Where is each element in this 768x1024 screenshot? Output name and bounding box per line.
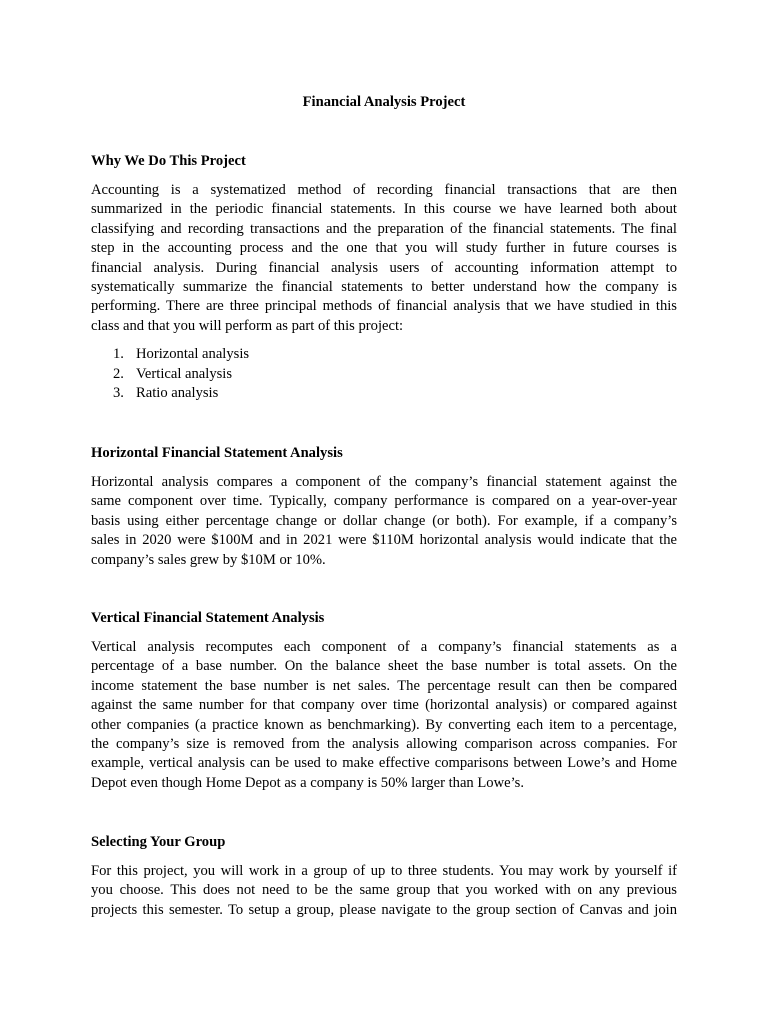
paragraph-line: classifying and recording transactions and the preparation of the financial statements. The final (91, 220, 677, 237)
paragraph-horizontal (91, 473, 677, 570)
paragraph-vertical (91, 638, 677, 793)
paragraph-why (91, 181, 677, 336)
paragraph-line: sales in 2020 were $100M and in 2021 were $110M horizontal analysis would indicate that the (91, 532, 677, 549)
paragraph-line: performing. There are three principal methods of financial analysis that we have studied in this (91, 298, 677, 315)
paragraph-line: example, vertical analysis can be used to make effective comparisons between Lowe’s and Home (91, 755, 677, 772)
paragraph-line: against the same number for that company over time (horizontal analysis) or compared against (91, 697, 677, 714)
list-item (91, 365, 249, 385)
section-heading-vertical: Vertical Financial Statement Analysis (91, 610, 325, 626)
paragraph-line: For this project, you will work in a group of up to three students. You may work by yourself if (91, 863, 677, 879)
paragraph-line: projects this semester. To setup a group, please navigate to the group section of Canvas and join (91, 901, 677, 918)
paragraph-line: financial analysis. During financial analysis users of accounting information attempt to (91, 259, 677, 276)
paragraph-line: Horizontal analysis compares a component of the company’s financial statement against the (91, 474, 677, 490)
paragraph-line: same component over time. Typically, company performance is compared on a year-over-year (91, 493, 677, 510)
paragraph-line: step in the accounting process and the one that you will study further in future courses is (91, 240, 677, 257)
paragraph-line: basis using either percentage change or dollar change (or both). For example, if a company’s (91, 512, 677, 529)
paragraph-line: other companies (a practice known as benchmarking). By converting each item to a percentage, (91, 716, 677, 733)
paragraph-line: systematically summarize the financial statements to better understand how the company is (91, 279, 677, 296)
paragraph-line: Depot even though Home Depot as a company is 50% larger than Lowe’s. (91, 774, 524, 791)
section-heading-group: Selecting Your Group (91, 834, 226, 850)
list-item-number: 3. (113, 385, 124, 402)
section-heading-horizontal: Horizontal Financial Statement Analysis (91, 445, 343, 461)
list-item (91, 345, 249, 365)
paragraph-line: company’s sales grew by $10M or 10%. (91, 551, 326, 568)
paragraph-group (91, 862, 677, 920)
list-item-label: Vertical analysis (136, 365, 233, 382)
paragraph-line: class and that you will perform as part of this project: (91, 317, 404, 334)
list-item-label: Horizontal analysis (136, 346, 250, 362)
list-item-label: Ratio analysis (136, 385, 219, 402)
section-heading-why: Why We Do This Project (91, 153, 246, 169)
paragraph-line: the company’s size is removed from the analysis allowing comparison across companies. For (91, 736, 677, 753)
list-item-number: 2. (113, 365, 124, 382)
list-item (91, 384, 249, 404)
paragraph-line: you choose. This does not need to be the same group that you worked with on any previous (91, 882, 677, 899)
analysis-methods-list (91, 345, 249, 404)
paragraph-line: income statement the base number is net sales. The percentage result can then be compared (91, 677, 677, 694)
paragraph-line: summarized in the periodic financial statements. In this course we have learned both about (91, 201, 677, 218)
list-item-number: 1. (113, 346, 124, 362)
paragraph-line: Accounting is a systematized method of recording financial transactions that are then (91, 182, 677, 198)
document-title: Financial Analysis Project (302, 94, 466, 110)
paragraph-line: percentage of a base number. On the balance sheet the base number is total assets. On the (91, 658, 677, 675)
paragraph-line: Vertical analysis recomputes each component of a company’s financial statements as a (91, 639, 677, 655)
